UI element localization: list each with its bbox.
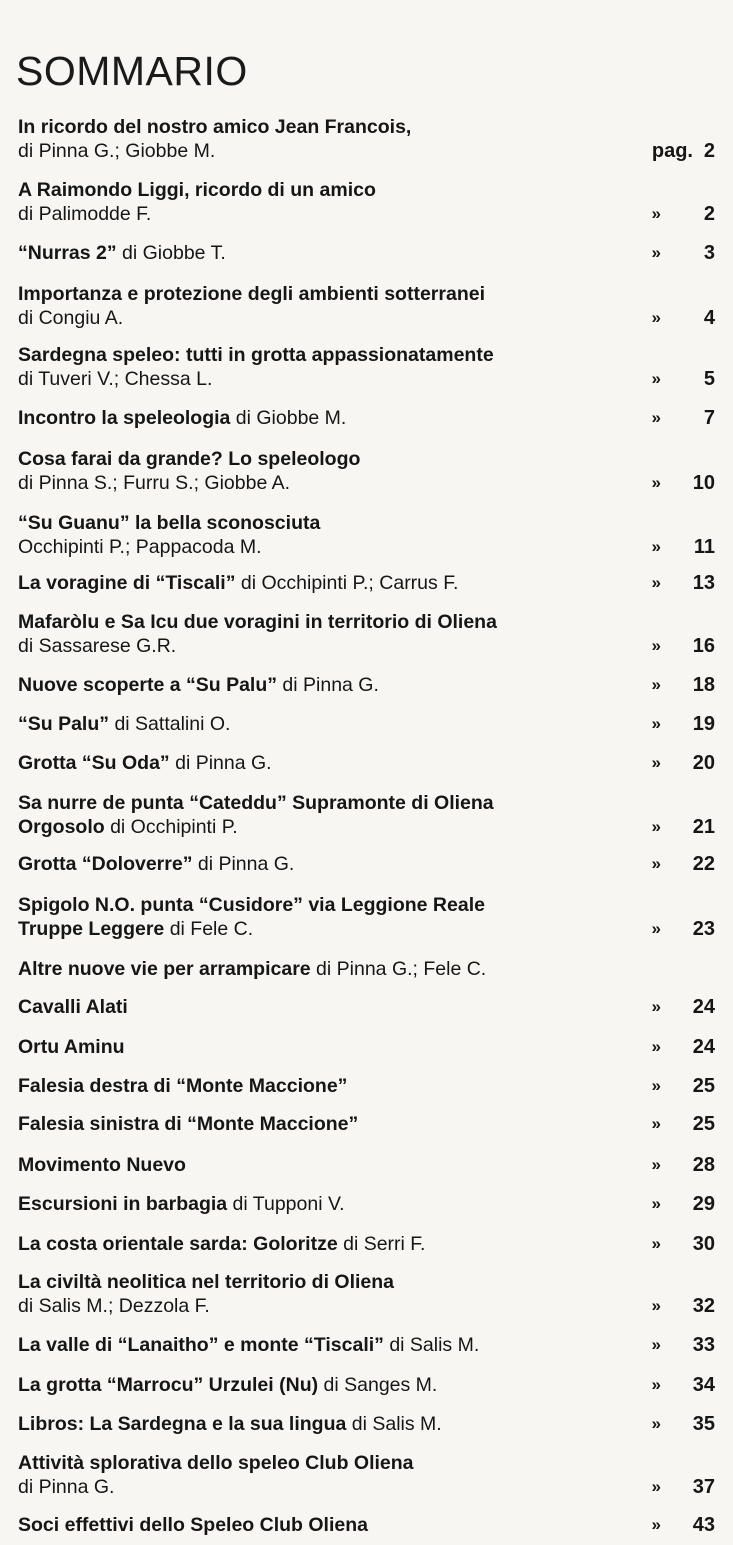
entry-title: “Su Palu” bbox=[18, 713, 110, 735]
toc-entry bbox=[18, 407, 723, 429]
page-number: 18 bbox=[692, 674, 715, 696]
page-number: 23 bbox=[692, 918, 715, 940]
entry-title-line bbox=[18, 792, 723, 814]
page-number: 3 bbox=[703, 242, 715, 264]
toc-entry bbox=[18, 958, 723, 980]
toc-entry bbox=[18, 1154, 723, 1176]
entry-title: Falesia sinistra di “Monte Maccione” bbox=[18, 1113, 359, 1135]
toc-entry bbox=[18, 611, 723, 657]
page-label: pag. bbox=[651, 140, 693, 162]
ditto-mark: » bbox=[651, 473, 661, 492]
entry-title-line bbox=[18, 448, 723, 470]
entry-title: Mafaròlu e Sa Icu due voragini in territorio di Oliena bbox=[18, 611, 497, 633]
page-number: 28 bbox=[692, 1154, 715, 1176]
toc-entry bbox=[18, 512, 723, 558]
page-number: 7 bbox=[703, 407, 715, 429]
toc-entry bbox=[18, 1113, 723, 1135]
ditto-mark: » bbox=[651, 1234, 661, 1253]
ditto-mark: » bbox=[651, 854, 661, 873]
entry-title: Ortu Aminu bbox=[18, 1036, 125, 1058]
ditto-mark: » bbox=[651, 675, 661, 694]
ditto-mark: » bbox=[651, 817, 661, 836]
ditto-mark: » bbox=[651, 1414, 661, 1433]
toc-entry bbox=[18, 996, 723, 1018]
entry-author-line bbox=[18, 536, 723, 558]
toc-entry bbox=[18, 1334, 723, 1356]
entry-title-line bbox=[18, 894, 723, 916]
entry-author: di Pinna G.; Fele C. bbox=[310, 958, 487, 980]
entry-title: Cavalli Alati bbox=[18, 996, 128, 1018]
toc-entry bbox=[18, 752, 723, 774]
entry-title: Sardegna speleo: tutti in grotta appassionatamente bbox=[18, 344, 494, 366]
entry-title: Grotta “Doloverre” bbox=[18, 853, 193, 875]
entry-author: di Sattalini O. bbox=[109, 713, 231, 735]
entry-author: di Salis M. bbox=[346, 1413, 442, 1435]
entry-title: La civiltà neolitica nel territorio di Oliena bbox=[18, 1271, 395, 1293]
entry-author-line bbox=[18, 307, 723, 329]
entry-title-line bbox=[18, 1154, 723, 1176]
entry-author: di Pinna G. bbox=[18, 1476, 115, 1498]
entry-title-line bbox=[18, 853, 723, 875]
toc-entry bbox=[18, 116, 723, 162]
entry-author: di Salis M.; Dezzola F. bbox=[18, 1295, 210, 1317]
entry-title: Cosa farai da grande? Lo speleologo bbox=[18, 448, 361, 470]
entry-title: Grotta “Su Oda” bbox=[18, 752, 170, 774]
ditto-mark: » bbox=[651, 1515, 661, 1534]
entry-title: Truppe Leggere bbox=[18, 918, 165, 940]
toc-entry bbox=[18, 572, 723, 594]
entry-title: A Raimondo Liggi, ricordo di un amico bbox=[18, 179, 376, 201]
entry-author-line bbox=[18, 1295, 723, 1317]
entry-author: Occhipinti P.; Pappacoda M. bbox=[18, 536, 262, 558]
toc-entry bbox=[18, 448, 723, 494]
entry-author: di Palimodde F. bbox=[18, 203, 152, 225]
page-number: 25 bbox=[692, 1075, 715, 1097]
entry-title-line bbox=[18, 1271, 723, 1293]
entry-author: di Tupponi V. bbox=[227, 1193, 345, 1215]
entry-title-line bbox=[18, 1334, 723, 1356]
entry-title: “Nurras 2” bbox=[18, 242, 117, 264]
toc-entry bbox=[18, 894, 723, 940]
toc-entry bbox=[18, 1514, 723, 1536]
entry-author-line bbox=[18, 1476, 723, 1498]
toc-entry bbox=[18, 1193, 723, 1215]
page-number: 37 bbox=[692, 1476, 715, 1498]
ditto-mark: » bbox=[651, 243, 661, 262]
ditto-mark: » bbox=[651, 919, 661, 938]
entry-author-line bbox=[18, 816, 723, 838]
entry-title-line bbox=[18, 1036, 723, 1058]
toc-entry bbox=[18, 179, 723, 225]
toc-entry bbox=[18, 344, 723, 390]
page-number: 35 bbox=[692, 1413, 715, 1435]
toc-entry bbox=[18, 1036, 723, 1058]
entry-title-line bbox=[18, 1514, 723, 1536]
ditto-mark: » bbox=[651, 1155, 661, 1174]
entry-title-line bbox=[18, 752, 723, 774]
page-number: 30 bbox=[692, 1233, 715, 1255]
toc-entry bbox=[18, 283, 723, 329]
entry-title-line bbox=[18, 1374, 723, 1396]
page-number: 2 bbox=[703, 140, 715, 162]
page-number: 2 bbox=[703, 203, 715, 225]
entry-title: Falesia destra di “Monte Maccione” bbox=[18, 1075, 348, 1097]
entry-title: Nuove scoperte a “Su Palu” bbox=[18, 674, 277, 696]
ditto-mark: » bbox=[651, 714, 661, 733]
entry-title: Escursioni in barbagia bbox=[18, 1193, 228, 1215]
page-number: 33 bbox=[692, 1334, 715, 1356]
entry-author: di Sanges M. bbox=[318, 1374, 438, 1396]
page-number: 11 bbox=[693, 536, 715, 558]
ditto-mark: » bbox=[651, 1194, 661, 1213]
ditto-mark: » bbox=[651, 308, 661, 327]
page-number: 5 bbox=[703, 368, 715, 390]
entry-title: Movimento Nuevo bbox=[18, 1154, 186, 1176]
page-number: 25 bbox=[692, 1113, 715, 1135]
entry-title-line bbox=[18, 572, 723, 594]
entry-title-line bbox=[18, 1113, 723, 1135]
entry-title: Libros: La Sardegna e la sua lingua bbox=[18, 1413, 347, 1435]
entry-title-line bbox=[18, 283, 723, 305]
toc-entry bbox=[18, 242, 723, 264]
page-number: 10 bbox=[692, 472, 715, 494]
toc-entry bbox=[18, 1271, 723, 1317]
entry-title-line bbox=[18, 512, 723, 534]
entry-title-line bbox=[18, 242, 723, 264]
toc-entry bbox=[18, 1452, 723, 1498]
page-number: 21 bbox=[692, 816, 715, 838]
entry-author: di Pinna G. bbox=[192, 853, 295, 875]
entry-author-line bbox=[18, 635, 723, 657]
page-number: 22 bbox=[692, 853, 715, 875]
entry-author-line bbox=[18, 918, 723, 940]
page-number: 43 bbox=[692, 1514, 715, 1536]
entry-title: Spigolo N.O. punta “Cusidore” via Leggione Reale bbox=[18, 894, 485, 916]
ditto-mark: » bbox=[651, 1335, 661, 1354]
page-number: 13 bbox=[692, 572, 715, 594]
entry-title-line bbox=[18, 1233, 723, 1255]
entry-title-line bbox=[18, 1193, 723, 1215]
page-number: 29 bbox=[692, 1193, 715, 1215]
entry-title: Sa nurre de punta “Cateddu” Supramonte di Oliena bbox=[18, 792, 494, 814]
entry-author-line bbox=[18, 140, 723, 162]
entry-title: La grotta “Marrocu” Urzulei (Nu) bbox=[18, 1374, 319, 1396]
entry-author-line bbox=[18, 203, 723, 225]
entry-title: La voragine di “Tiscali” bbox=[18, 572, 236, 594]
entry-title-line bbox=[18, 407, 723, 429]
entry-title: La costa orientale sarda: Goloritze bbox=[18, 1233, 338, 1255]
entry-title-line bbox=[18, 674, 723, 696]
entry-author: di Salis M. bbox=[383, 1334, 480, 1356]
entry-title-line bbox=[18, 996, 723, 1018]
entry-author: di Pinna S.; Furru S.; Giobbe A. bbox=[18, 472, 291, 494]
entry-title: Orgosolo bbox=[18, 816, 105, 838]
entry-author: di Sassarese G.R. bbox=[18, 635, 177, 657]
ditto-mark: » bbox=[651, 204, 661, 223]
entry-title-line bbox=[18, 344, 723, 366]
entry-title-line bbox=[18, 1413, 723, 1435]
ditto-mark: » bbox=[651, 636, 661, 655]
ditto-mark: » bbox=[651, 408, 661, 427]
entry-title-line bbox=[18, 713, 723, 735]
entry-author: di Giobbe M. bbox=[230, 407, 347, 429]
toc-entry bbox=[18, 1075, 723, 1097]
entry-title: Soci effettivi dello Speleo Club Oliena bbox=[18, 1514, 368, 1536]
entry-title: Importanza e protezione degli ambienti sotterranei bbox=[18, 283, 486, 305]
page-number: 24 bbox=[692, 1036, 715, 1058]
page-number: 32 bbox=[692, 1295, 715, 1317]
entry-author: di Occhipinti P. bbox=[104, 816, 238, 838]
toc-entry bbox=[18, 1413, 723, 1435]
page-number: 16 bbox=[692, 635, 715, 657]
toc-entry bbox=[18, 674, 723, 696]
page-number: 24 bbox=[692, 996, 715, 1018]
entry-author-line bbox=[18, 368, 723, 390]
entry-title-line bbox=[18, 611, 723, 633]
ditto-mark: » bbox=[651, 537, 661, 556]
toc-entry bbox=[18, 853, 723, 875]
entry-title-line bbox=[18, 1452, 723, 1474]
entry-author: di Pinna G. bbox=[169, 752, 272, 774]
entry-title: “Su Guanu” la bella sconosciuta bbox=[18, 512, 321, 534]
entry-title: Altre nuove vie per arrampicare bbox=[18, 958, 311, 980]
entry-author: di Tuveri V.; Chessa L. bbox=[18, 368, 213, 390]
entry-title: Incontro la speleologia bbox=[18, 407, 231, 429]
entry-author: di Occhipinti P.; Carrus F. bbox=[235, 572, 459, 594]
entry-author: di Congiu A. bbox=[18, 307, 124, 329]
page-title: SOMMARIO bbox=[16, 48, 248, 95]
ditto-mark: » bbox=[651, 1477, 661, 1496]
page-number: 4 bbox=[703, 307, 715, 329]
entry-author: di Pinna G. bbox=[277, 674, 379, 696]
entry-title: In ricordo del nostro amico Jean Francois, bbox=[18, 116, 412, 138]
entry-author: di Fele C. bbox=[164, 918, 254, 940]
entry-author: di Giobbe T. bbox=[116, 242, 226, 264]
entry-title-line bbox=[18, 179, 723, 201]
toc-entry bbox=[18, 1233, 723, 1255]
ditto-mark: » bbox=[651, 1296, 661, 1315]
entry-author: di Pinna G.; Giobbe M. bbox=[18, 140, 216, 162]
toc-entry bbox=[18, 1374, 723, 1396]
ditto-mark: » bbox=[651, 1375, 661, 1394]
ditto-mark: » bbox=[651, 1114, 661, 1133]
entry-title-line bbox=[18, 1075, 723, 1097]
entry-author-line bbox=[18, 472, 723, 494]
toc-entry bbox=[18, 792, 723, 838]
page-number: 19 bbox=[692, 713, 715, 735]
page-number: 34 bbox=[692, 1374, 715, 1396]
ditto-mark: » bbox=[651, 573, 661, 592]
entry-title: Attività splorativa dello speleo Club Oliena bbox=[18, 1452, 414, 1474]
entry-author: di Serri F. bbox=[337, 1233, 426, 1255]
ditto-mark: » bbox=[651, 1076, 661, 1095]
toc-entry bbox=[18, 713, 723, 735]
entry-title-line bbox=[18, 958, 723, 980]
entry-title-line bbox=[18, 116, 723, 138]
ditto-mark: » bbox=[651, 1037, 661, 1056]
page-number: 20 bbox=[692, 752, 715, 774]
ditto-mark: » bbox=[651, 997, 661, 1016]
ditto-mark: » bbox=[651, 753, 661, 772]
entry-title: La valle di “Lanaitho” e monte “Tiscali” bbox=[18, 1334, 384, 1356]
ditto-mark: » bbox=[651, 369, 661, 388]
